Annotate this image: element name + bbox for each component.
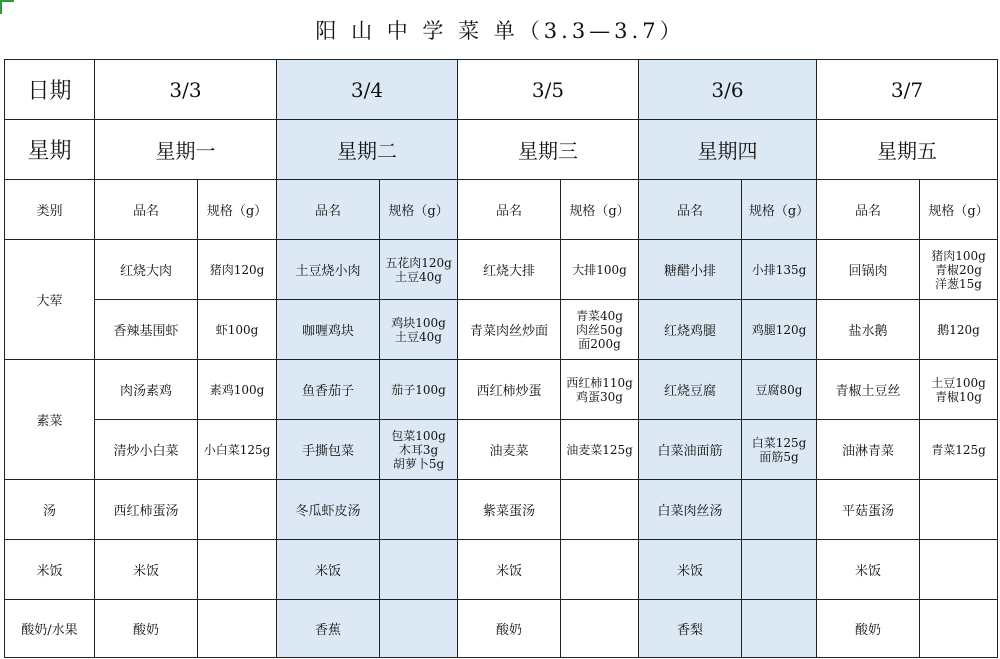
spec-line: 青菜40g <box>576 308 623 323</box>
dish-spec <box>380 600 458 658</box>
category-veg: 素菜 <box>5 360 95 480</box>
spec-line: 白菜125g <box>751 435 807 450</box>
category-soup: 汤 <box>5 480 95 540</box>
dish-name: 酸奶 <box>458 600 561 658</box>
dish-name: 糖醋小排 <box>639 240 742 300</box>
spec-col-header: 规格（g） <box>742 180 817 240</box>
dish-spec <box>742 360 817 420</box>
dish-spec <box>380 480 458 540</box>
dish-name: 盐水鹅 <box>817 300 920 360</box>
spec-line: 鸡蛋30g <box>576 389 623 404</box>
dish-spec <box>198 540 277 600</box>
day-date: 3/6 <box>639 60 817 120</box>
dish-spec <box>198 480 277 540</box>
weekday-label: 星期 <box>5 120 95 180</box>
spec-line: 虾100g <box>215 322 259 337</box>
category-rice: 米饭 <box>5 540 95 600</box>
spec-line: 五花肉120g <box>385 255 452 270</box>
spec-line: 面筋5g <box>759 449 799 464</box>
spec-line: 油麦菜125g <box>566 442 633 457</box>
dish-spec <box>920 360 998 420</box>
dish-name: 红烧鸡腿 <box>639 300 742 360</box>
dish-spec <box>920 420 998 480</box>
name-col-header: 品名 <box>639 180 742 240</box>
dish-spec <box>198 360 277 420</box>
dish-name: 油淋青菜 <box>817 420 920 480</box>
spec-line: 肉丝50g <box>576 322 623 337</box>
name-col-header: 品名 <box>95 180 198 240</box>
spec-line: 洋葱15g <box>935 276 982 291</box>
dish-spec <box>742 240 817 300</box>
dish-spec <box>380 360 458 420</box>
dish-spec <box>920 240 998 300</box>
dish-name: 平菇蛋汤 <box>817 480 920 540</box>
dish-name: 米饭 <box>95 540 198 600</box>
day-weekday: 星期五 <box>817 120 998 180</box>
dish-spec <box>742 420 817 480</box>
menu-table <box>4 59 998 658</box>
spec-line: 青菜125g <box>931 442 986 457</box>
dish-name: 白菜油面筋 <box>639 420 742 480</box>
spec-line: 土豆40g <box>395 329 442 344</box>
dish-name: 白菜肉丝汤 <box>639 480 742 540</box>
dish-name: 米饭 <box>277 540 380 600</box>
category-yogurt: 酸奶/水果 <box>5 600 95 658</box>
dish-name: 咖喱鸡块 <box>277 300 380 360</box>
dish-spec <box>742 480 817 540</box>
dish-name: 香梨 <box>639 600 742 658</box>
dish-spec <box>561 600 639 658</box>
spec-line: 西红柿110g <box>566 375 633 390</box>
category-label: 类别 <box>5 180 95 240</box>
spec-col-header: 规格（g） <box>198 180 277 240</box>
spec-line: 豆腐80g <box>755 382 803 397</box>
dish-name: 鱼香茄子 <box>277 360 380 420</box>
dish-spec <box>561 420 639 480</box>
dish-spec <box>742 300 817 360</box>
spec-line: 土豆40g <box>395 269 442 284</box>
dish-name: 米饭 <box>639 540 742 600</box>
dish-name: 紫菜蛋汤 <box>458 480 561 540</box>
dish-spec <box>198 600 277 658</box>
dish-name: 青椒土豆丝 <box>817 360 920 420</box>
dish-spec <box>561 480 639 540</box>
dish-name: 酸奶 <box>95 600 198 658</box>
dish-name: 回锅肉 <box>817 240 920 300</box>
day-date: 3/4 <box>277 60 458 120</box>
name-col-header: 品名 <box>817 180 920 240</box>
spec-line: 茄子100g <box>391 382 446 397</box>
dish-spec <box>380 420 458 480</box>
dish-spec <box>920 300 998 360</box>
spec-line: 猪肉120g <box>209 262 265 277</box>
dish-name: 香蕉 <box>277 600 380 658</box>
spec-line: 鸡块100g <box>391 315 446 330</box>
spec-line: 木耳3g <box>398 442 439 457</box>
dish-name: 西红柿炒蛋 <box>458 360 561 420</box>
day-date: 3/3 <box>95 60 277 120</box>
name-col-header: 品名 <box>458 180 561 240</box>
dish-spec <box>742 540 817 600</box>
dish-name: 油麦菜 <box>458 420 561 480</box>
day-date: 3/7 <box>817 60 998 120</box>
dish-name: 土豆烧小肉 <box>277 240 380 300</box>
dish-spec <box>920 600 998 658</box>
spec-col-header: 规格（g） <box>380 180 458 240</box>
dish-spec <box>561 240 639 300</box>
page-title: 阳 山 中 学 菜 单（3.3—3.7） <box>315 19 685 43</box>
spec-line: 包菜100g <box>391 428 446 443</box>
dish-name: 米饭 <box>817 540 920 600</box>
dish-spec <box>198 240 277 300</box>
dish-name: 西红柿蛋汤 <box>95 480 198 540</box>
dish-name: 清炒小白菜 <box>95 420 198 480</box>
spec-line: 素鸡100g <box>209 382 265 397</box>
dish-name: 红烧豆腐 <box>639 360 742 420</box>
spec-col-header: 规格（g） <box>920 180 998 240</box>
dish-name: 红烧大肉 <box>95 240 198 300</box>
spec-line: 土豆100g <box>931 375 986 390</box>
spec-line: 面200g <box>578 336 621 351</box>
day-weekday: 星期四 <box>639 120 817 180</box>
spec-line: 猪肉100g <box>931 248 986 263</box>
date-label: 日期 <box>5 60 95 120</box>
spec-col-header: 规格（g） <box>561 180 639 240</box>
day-weekday: 星期一 <box>95 120 277 180</box>
name-col-header: 品名 <box>277 180 380 240</box>
dish-spec <box>198 420 277 480</box>
dish-name: 青菜肉丝炒面 <box>458 300 561 360</box>
dish-name: 手撕包菜 <box>277 420 380 480</box>
spec-line: 鸡腿120g <box>751 322 807 337</box>
category-meat: 大荤 <box>5 240 95 360</box>
dish-name: 酸奶 <box>817 600 920 658</box>
dish-name: 肉汤素鸡 <box>95 360 198 420</box>
dish-name: 米饭 <box>458 540 561 600</box>
dish-spec <box>380 300 458 360</box>
day-weekday: 星期二 <box>277 120 458 180</box>
dish-spec <box>380 540 458 600</box>
spec-line: 青椒20g <box>935 262 982 277</box>
dish-spec <box>561 540 639 600</box>
dish-spec <box>561 300 639 360</box>
dish-name: 香辣基围虾 <box>95 300 198 360</box>
spec-line: 青椒10g <box>935 389 982 404</box>
spec-line: 小白菜125g <box>203 442 271 457</box>
spec-line: 鹅120g <box>937 322 980 337</box>
spec-line: 大排100g <box>572 262 627 277</box>
dish-spec <box>380 240 458 300</box>
dish-spec <box>198 300 277 360</box>
day-date: 3/5 <box>458 60 639 120</box>
spec-line: 小排135g <box>751 262 807 277</box>
dish-spec <box>920 540 998 600</box>
dish-spec <box>920 480 998 540</box>
day-weekday: 星期三 <box>458 120 639 180</box>
dish-spec <box>742 600 817 658</box>
dish-name: 冬瓜虾皮汤 <box>277 480 380 540</box>
spec-line: 胡萝卜5g <box>392 456 445 471</box>
dish-name: 红烧大排 <box>458 240 561 300</box>
dish-spec <box>561 360 639 420</box>
